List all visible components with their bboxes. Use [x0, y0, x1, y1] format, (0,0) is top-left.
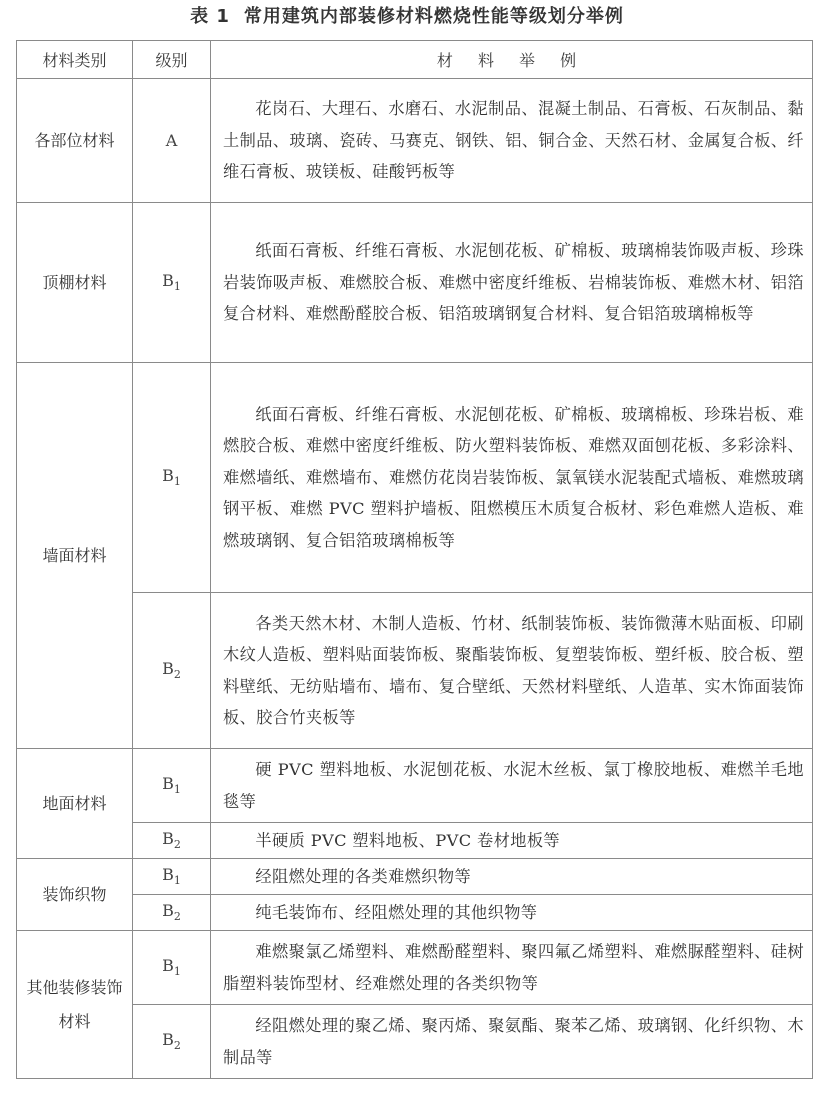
table-row	[17, 859, 813, 895]
level-cell: $B_1$	[133, 931, 211, 1005]
category-cell: 装饰织物	[17, 859, 133, 931]
level-cell: $B_2$	[133, 895, 211, 931]
level-cell: $B_2$	[133, 1005, 211, 1079]
header-examples: 材 料 举 例	[211, 41, 813, 79]
examples-cell: 各类天然木材、木制人造板、竹材、纸制装饰板、装饰微薄木贴面板、印刷木纹人造板、塑料贴面装饰板、聚酯装饰板、复塑装饰板、塑纤板、胶合板、塑料壁纸、无纺贴墙布、墙布、复合壁纸、天然材料壁纸、人造革、实木饰面装饰板、胶合竹夹板等	[211, 593, 813, 749]
table-row	[17, 823, 813, 859]
table-caption: 常用建筑内部装修材料燃烧性能等级划分举例	[243, 6, 624, 27]
examples-cell: 经阻燃处理的聚乙烯、聚丙烯、聚氨酯、聚苯乙烯、玻璃钢、化纤织物、木制品等	[211, 1005, 813, 1079]
category-cell: 墙面材料	[17, 363, 133, 749]
examples-cell: 半硬质 PVC 塑料地板、PVC 卷材地板等	[211, 823, 813, 859]
level-cell: $B_2$	[133, 593, 211, 749]
category-cell: 地面材料	[17, 749, 133, 859]
category-cell: 顶棚材料	[17, 203, 133, 363]
table-row	[17, 79, 813, 203]
examples-cell: 经阻燃处理的各类难燃织物等	[211, 859, 813, 895]
table-row	[17, 363, 813, 593]
table-row	[17, 1005, 813, 1079]
examples-cell: 纯毛装饰布、经阻燃处理的其他织物等	[211, 895, 813, 931]
level-cell: $B_2$	[133, 823, 211, 859]
table-row	[17, 931, 813, 1005]
header-category: 材料类别	[17, 41, 133, 79]
table-number: 表 1	[190, 6, 230, 27]
table-title	[0, 2, 814, 36]
level-cell: $B_1$	[133, 203, 211, 363]
category-cell: 各部位材料	[17, 79, 133, 203]
level-cell: A	[133, 79, 211, 203]
fire-rating-table	[16, 40, 813, 1079]
category-cell: 其他装修装饰材料	[17, 931, 133, 1079]
examples-cell: 花岗石、大理石、水磨石、水泥制品、混凝土制品、石膏板、石灰制品、黏土制品、玻璃、瓷砖、马赛克、钢铁、铝、铜合金、天然石材、金属复合板、纤维石膏板、玻镁板、硅酸钙板等	[211, 79, 813, 203]
examples-cell: 纸面石膏板、纤维石膏板、水泥刨花板、矿棉板、玻璃棉板、珍珠岩板、难燃胶合板、难燃中密度纤维板、防火塑料装饰板、难燃双面刨花板、多彩涂料、难燃墙纸、难燃墙布、难燃仿花岗岩装饰板、氯氧镁水泥装配式墙板、难燃玻璃钢平板、难燃 PVC 塑料护墙板、阻燃模压木质复合板材、彩色难燃人造板、难燃玻璃钢、复合铝箔玻璃棉板等	[211, 363, 813, 593]
header-level: 级别	[133, 41, 211, 79]
table-row	[17, 203, 813, 363]
table-row	[17, 749, 813, 823]
level-cell: $B_1$	[133, 749, 211, 823]
examples-cell: 难燃聚氯乙烯塑料、难燃酚醛塑料、聚四氟乙烯塑料、难燃脲醛塑料、硅树脂塑料装饰型材、经难燃处理的各类织物等	[211, 931, 813, 1005]
level-cell: $B_1$	[133, 363, 211, 593]
examples-cell: 纸面石膏板、纤维石膏板、水泥刨花板、矿棉板、玻璃棉装饰吸声板、珍珠岩装饰吸声板、难燃胶合板、难燃中密度纤维板、岩棉装饰板、难燃木材、铝箔复合材料、难燃酚醛胶合板、铝箔玻璃钢复合材料、复合铝箔玻璃棉板等	[211, 203, 813, 363]
table-header-row	[17, 41, 813, 79]
examples-cell: 硬 PVC 塑料地板、水泥刨花板、水泥木丝板、氯丁橡胶地板、难燃羊毛地毯等	[211, 749, 813, 823]
table-row	[17, 593, 813, 749]
level-cell: $B_1$	[133, 859, 211, 895]
table-row	[17, 895, 813, 931]
